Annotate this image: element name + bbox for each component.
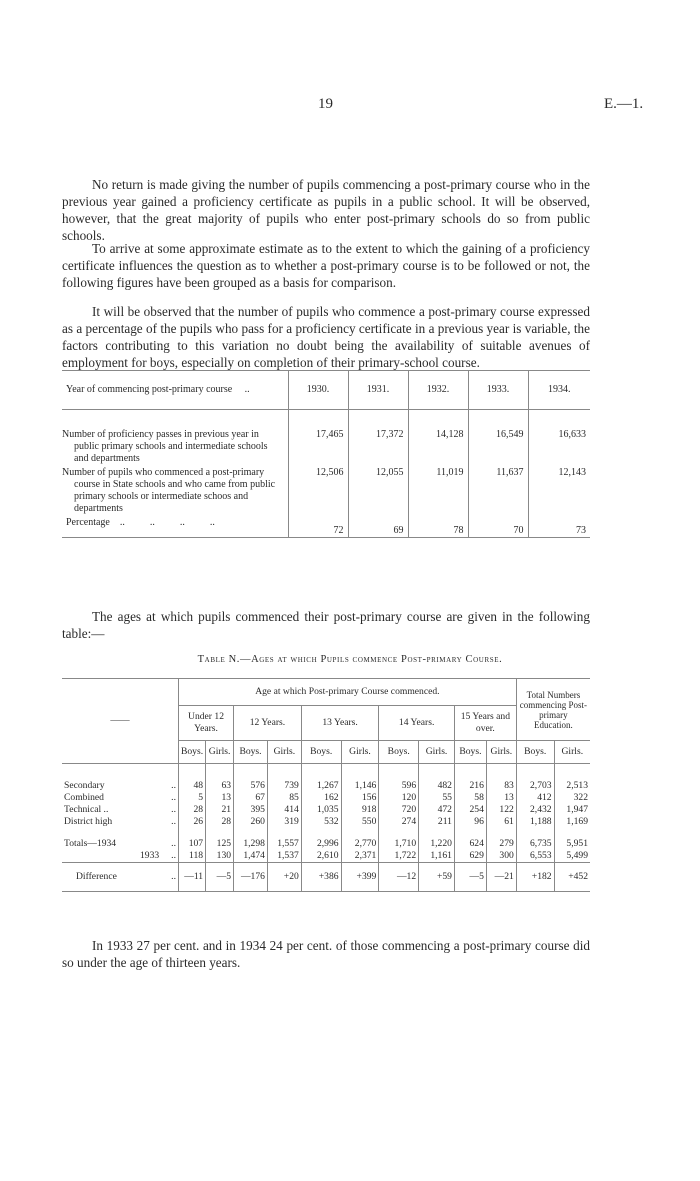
cell: 122 bbox=[486, 804, 516, 816]
cell: 12,055 bbox=[348, 467, 408, 517]
cell: —21 bbox=[486, 862, 516, 891]
cell: 58 bbox=[454, 792, 486, 804]
intro-paragraph: The ages at which pupils commenced their post-primary course are given in the following table:— bbox=[62, 609, 590, 641]
page-number: 19 bbox=[318, 96, 333, 112]
cell: 156 bbox=[341, 792, 379, 804]
age-12-header: 12 Years. bbox=[234, 706, 302, 741]
cell: 2,996 bbox=[301, 838, 341, 850]
cell: +59 bbox=[419, 862, 455, 891]
closing-paragraph: In 1933 27 per cent. and in 1934 24 per cent. of those commencing a post-primary course did so under the age of thirteen years. bbox=[62, 938, 590, 970]
cell: 55 bbox=[419, 792, 455, 804]
cell: 26 bbox=[178, 816, 205, 828]
cell: 2,770 bbox=[341, 838, 379, 850]
paragraph-2: To arrive at some approximate estimate as to the extent to which the gaining of a proficiency certificate influences the question as to whether a post-primary course is to be followed or not, the following figures have been grouped as a basis for comparison. bbox=[62, 241, 590, 290]
row-label: Totals—1934 bbox=[64, 837, 117, 849]
under-12-header: Under 12 Years. bbox=[178, 706, 233, 741]
difference-row bbox=[62, 862, 590, 891]
cell: 720 bbox=[379, 804, 419, 816]
year-header: Year of commencing post-primary course .. bbox=[62, 371, 288, 410]
cell: 2,371 bbox=[341, 850, 379, 863]
cell: 5,499 bbox=[554, 850, 590, 863]
boys-header: Boys. bbox=[454, 741, 486, 764]
cell: 1,474 bbox=[234, 850, 268, 863]
cell: 85 bbox=[267, 792, 301, 804]
cell: 2,610 bbox=[301, 850, 341, 863]
cell: +20 bbox=[267, 862, 301, 891]
cell: —176 bbox=[234, 862, 268, 891]
cell: 1,557 bbox=[267, 838, 301, 850]
cell: 2,432 bbox=[516, 804, 554, 816]
cell: 67 bbox=[234, 792, 268, 804]
table-n-title: Table N.—Ages at which Pupils commence Post-primary Course. bbox=[197, 654, 503, 665]
row-label: Secondary bbox=[64, 779, 105, 791]
row-label: Number of proficiency passes in previous year in public primary schools and intermediate schools and departments bbox=[62, 429, 268, 464]
paragraph-1: No return is made giving the number of pupils commencing a post-primary course who in the previous year gained a proficiency certificate as pupils in a public school. It will be observed, however, that the great majority of pupils who enter post-primary schools do so from public schools. bbox=[62, 177, 590, 243]
cell: 1,710 bbox=[379, 838, 419, 850]
cell: 918 bbox=[341, 804, 379, 816]
leader-dots: .. bbox=[171, 779, 176, 791]
cell: 73 bbox=[528, 517, 590, 538]
table-row bbox=[62, 517, 590, 538]
cell: 83 bbox=[486, 780, 516, 792]
cell: 2,703 bbox=[516, 780, 554, 792]
cell: 739 bbox=[267, 780, 301, 792]
cell: 279 bbox=[486, 838, 516, 850]
cell: 300 bbox=[486, 850, 516, 863]
row-label: Technical .. bbox=[64, 803, 109, 815]
cell: 472 bbox=[419, 804, 455, 816]
cell: —5 bbox=[206, 862, 234, 891]
girls-header: Girls. bbox=[341, 741, 379, 764]
proficiency-table bbox=[62, 370, 590, 538]
cell: 69 bbox=[348, 517, 408, 538]
document-code: E.—1. bbox=[604, 96, 644, 112]
age-group-header: Age at which Post-primary Course commenced. bbox=[178, 679, 516, 706]
row-label: 1933 bbox=[139, 849, 160, 861]
cell: 96 bbox=[454, 816, 486, 828]
cell: 107 bbox=[178, 838, 205, 850]
leader-dots: .. bbox=[165, 862, 178, 891]
row-label: Difference bbox=[62, 862, 165, 891]
cell: 70 bbox=[468, 517, 528, 538]
row-label: Percentage .. .. .. .. bbox=[62, 517, 288, 538]
cell: 1,947 bbox=[554, 804, 590, 816]
table-row bbox=[62, 804, 590, 816]
cell: 550 bbox=[341, 816, 379, 828]
cell: —12 bbox=[379, 862, 419, 891]
cell: 118 bbox=[178, 850, 205, 863]
year-1932: 1932. bbox=[408, 371, 468, 410]
cell: 260 bbox=[234, 816, 268, 828]
cell: 576 bbox=[234, 780, 268, 792]
cell: 1,220 bbox=[419, 838, 455, 850]
cell: 12,506 bbox=[288, 467, 348, 517]
cell: 17,465 bbox=[288, 429, 348, 467]
cell: 63 bbox=[206, 780, 234, 792]
table-row bbox=[62, 816, 590, 828]
cell: 16,633 bbox=[528, 429, 590, 467]
year-1933: 1933. bbox=[468, 371, 528, 410]
girls-header: Girls. bbox=[206, 741, 234, 764]
ages-table bbox=[62, 678, 590, 892]
table-row bbox=[62, 429, 590, 467]
cell: 1,298 bbox=[234, 838, 268, 850]
cell: 16,549 bbox=[468, 429, 528, 467]
boys-header: Boys. bbox=[516, 741, 554, 764]
row-label: Combined bbox=[64, 791, 104, 803]
boys-header: Boys. bbox=[301, 741, 341, 764]
cell: 1,035 bbox=[301, 804, 341, 816]
cell: 13 bbox=[206, 792, 234, 804]
cell: 14,128 bbox=[408, 429, 468, 467]
cell: +399 bbox=[341, 862, 379, 891]
cell: 72 bbox=[288, 517, 348, 538]
cell: 21 bbox=[206, 804, 234, 816]
boys-header: Boys. bbox=[379, 741, 419, 764]
cell: 216 bbox=[454, 780, 486, 792]
cell: 1,267 bbox=[301, 780, 341, 792]
totals-row bbox=[62, 838, 590, 850]
row-label: Number of pupils who commenced a post-primary course in State schools and who came from public primary schools or intermediate schoos and departments bbox=[62, 467, 276, 514]
table-row bbox=[62, 792, 590, 804]
cell: 1,146 bbox=[341, 780, 379, 792]
cell: 130 bbox=[206, 850, 234, 863]
cell: 532 bbox=[301, 816, 341, 828]
blank-header: —— bbox=[62, 679, 178, 764]
boys-header: Boys. bbox=[178, 741, 205, 764]
table-row bbox=[62, 467, 590, 517]
girls-header: Girls. bbox=[419, 741, 455, 764]
cell: 61 bbox=[486, 816, 516, 828]
cell: —11 bbox=[178, 862, 205, 891]
cell: 125 bbox=[206, 838, 234, 850]
leader-dots: .. bbox=[171, 815, 176, 827]
cell: 211 bbox=[419, 816, 455, 828]
age-14-header: 14 Years. bbox=[379, 706, 455, 741]
cell: —5 bbox=[454, 862, 486, 891]
total-header: Total Numbers commencing Post-primary Education. bbox=[516, 679, 590, 741]
cell: 596 bbox=[379, 780, 419, 792]
girls-header: Girls. bbox=[486, 741, 516, 764]
girls-header: Girls. bbox=[267, 741, 301, 764]
cell: 482 bbox=[419, 780, 455, 792]
cell: 1,537 bbox=[267, 850, 301, 863]
cell: +452 bbox=[554, 862, 590, 891]
cell: 78 bbox=[408, 517, 468, 538]
cell: 11,019 bbox=[408, 467, 468, 517]
leader-dots: .. bbox=[171, 837, 176, 849]
cell: 1,169 bbox=[554, 816, 590, 828]
cell: 5,951 bbox=[554, 838, 590, 850]
year-1930: 1930. bbox=[288, 371, 348, 410]
row-label: District high bbox=[64, 815, 113, 827]
cell: +386 bbox=[301, 862, 341, 891]
age-15-header: 15 Years and over. bbox=[454, 706, 516, 741]
age-13-header: 13 Years. bbox=[301, 706, 379, 741]
cell: 13 bbox=[486, 792, 516, 804]
cell: 395 bbox=[234, 804, 268, 816]
cell: 162 bbox=[301, 792, 341, 804]
cell: 322 bbox=[554, 792, 590, 804]
cell: 629 bbox=[454, 850, 486, 863]
boys-header: Boys. bbox=[234, 741, 268, 764]
cell: 254 bbox=[454, 804, 486, 816]
cell: 6,735 bbox=[516, 838, 554, 850]
cell: 5 bbox=[178, 792, 205, 804]
cell: 414 bbox=[267, 804, 301, 816]
cell: 319 bbox=[267, 816, 301, 828]
cell: 1,161 bbox=[419, 850, 455, 863]
cell: 28 bbox=[178, 804, 205, 816]
leader-dots: .. bbox=[171, 803, 176, 815]
cell: 1,188 bbox=[516, 816, 554, 828]
cell: 412 bbox=[516, 792, 554, 804]
cell: 274 bbox=[379, 816, 419, 828]
leader-dots: .. bbox=[171, 849, 176, 861]
cell: 120 bbox=[379, 792, 419, 804]
cell: 6,553 bbox=[516, 850, 554, 863]
cell: 11,637 bbox=[468, 467, 528, 517]
cell: 1,722 bbox=[379, 850, 419, 863]
cell: 624 bbox=[454, 838, 486, 850]
girls-header: Girls. bbox=[554, 741, 590, 764]
table-row bbox=[62, 780, 590, 792]
year-1934: 1934. bbox=[528, 371, 590, 410]
year-1931: 1931. bbox=[348, 371, 408, 410]
cell: 28 bbox=[206, 816, 234, 828]
cell: 2,513 bbox=[554, 780, 590, 792]
cell: 12,143 bbox=[528, 467, 590, 517]
cell: 17,372 bbox=[348, 429, 408, 467]
leader-dots: .. bbox=[171, 791, 176, 803]
cell: +182 bbox=[516, 862, 554, 891]
paragraph-3: It will be observed that the number of pupils who commence a post-primary course expressed as a percentage of the pupils who pass for a proficiency certificate in a previous year is variable, the factors contributing to this variation no doubt being the availability of suitable avenues of employment for boys, especially on completion of their primary-school course. bbox=[62, 304, 590, 370]
totals-row bbox=[62, 850, 590, 863]
cell: 48 bbox=[178, 780, 205, 792]
